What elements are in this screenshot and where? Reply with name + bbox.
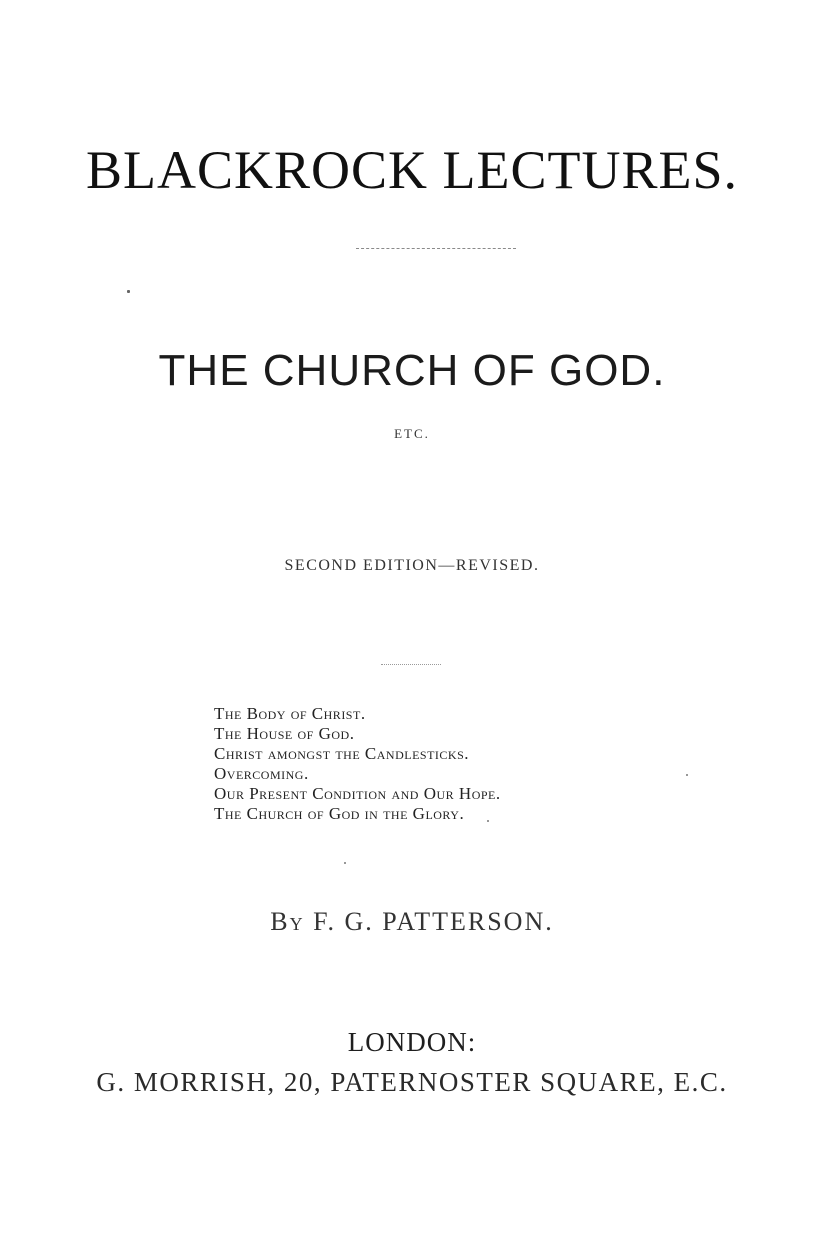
publisher-city: LONDON:: [347, 1027, 477, 1057]
contents-item: Christ amongst the Candlesticks.: [214, 744, 470, 763]
author-line: By F. G. PATTERSON.: [270, 907, 554, 936]
contents-item: The Body of Christ.: [214, 704, 366, 723]
publisher-address: G. MORRISH, 20, PATERNOSTER SQUARE, E.C.: [96, 1067, 728, 1097]
contents-list: [214, 704, 734, 824]
contents-item: The Church of God in the Glory.: [214, 804, 465, 823]
title-divider-rule: [356, 248, 516, 249]
section-divider-dots: [381, 664, 441, 665]
contents-item: Overcoming.: [214, 764, 309, 783]
contents-item: The House of God.: [214, 724, 355, 743]
edition-label: SECOND EDITION—REVISED.: [284, 557, 540, 574]
ink-speck: [686, 774, 688, 776]
subtitle: THE CHURCH OF GOD.: [158, 346, 666, 395]
ink-speck: [127, 290, 130, 293]
contents-item: Our Present Condition and Our Hope.: [214, 784, 501, 803]
main-title: BLACKROCK LECTURES.: [85, 140, 739, 200]
ink-speck: [344, 862, 346, 864]
ink-speck: [487, 820, 489, 822]
etc-label: ETC.: [394, 426, 430, 441]
